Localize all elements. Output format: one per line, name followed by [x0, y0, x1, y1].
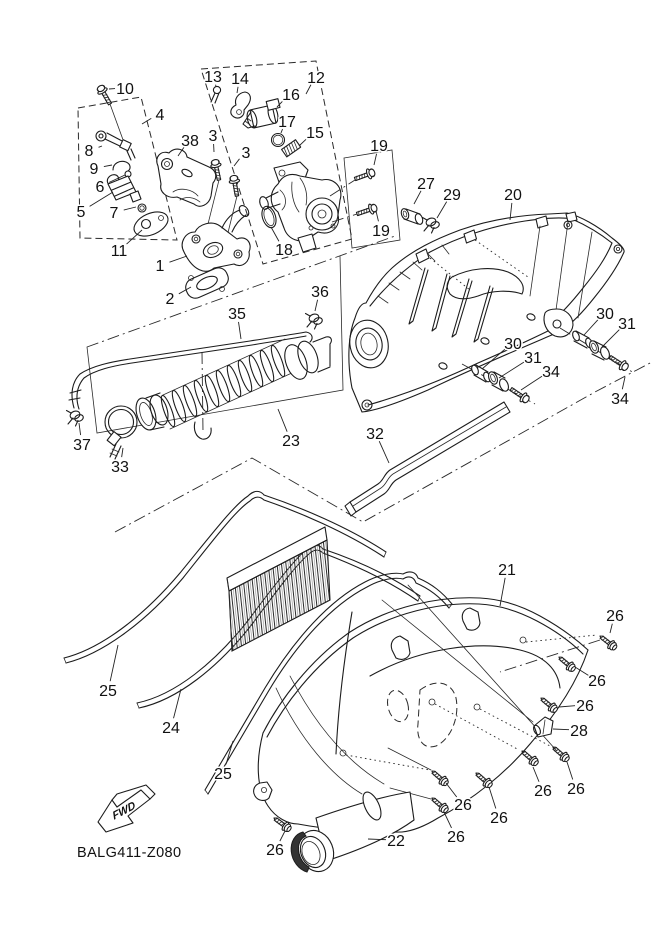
fwd-arrow-label: FWD — [111, 799, 137, 823]
callout-label-2: 2 — [165, 290, 175, 308]
cover-21-foot — [254, 782, 272, 800]
cover-21-inner-lines — [276, 676, 384, 794]
bolt-19b — [355, 202, 378, 219]
screw-26-3 — [538, 694, 560, 714]
screw1-axis-chain — [500, 640, 600, 672]
cover-21-hidden-oval — [384, 688, 412, 724]
diagram-code: BALG411-Z080 — [77, 845, 182, 861]
seal-25a-inner — [66, 497, 384, 663]
callout-label-26: 26 — [576, 697, 594, 715]
callout-label-29: 29 — [443, 186, 461, 204]
o-ring-7-inner — [140, 206, 144, 210]
callout-label-18: 18 — [275, 241, 293, 259]
callout-label-13: 13 — [204, 68, 222, 86]
seal-strip-32 — [345, 402, 510, 516]
callout-label-26: 26 — [567, 780, 585, 798]
screw-3b — [228, 175, 242, 197]
callout-label-27: 27 — [417, 175, 435, 193]
callout-label-11: 11 — [110, 242, 128, 260]
throttle-group-art — [208, 86, 378, 252]
callout-label-21: 21 — [498, 561, 516, 579]
callout-leader-26 — [575, 667, 588, 675]
throttle-body-art — [258, 162, 341, 252]
callout-leader-35 — [239, 322, 241, 339]
plate-11 — [130, 207, 171, 241]
callout-leader-26 — [280, 831, 285, 841]
callout-label-26: 26 — [534, 782, 552, 800]
callout-label-25: 25 — [99, 682, 117, 700]
screw-26-4 — [519, 747, 540, 767]
clamp-29 — [423, 217, 441, 233]
callout-leader-26 — [444, 812, 452, 828]
callout-leader-9 — [104, 165, 112, 167]
callout-label-23: 23 — [282, 432, 300, 450]
callout-leader-27 — [414, 191, 421, 204]
filter-element-pleats — [227, 527, 330, 651]
fuel-pipe-8 — [96, 131, 135, 160]
callout-label-17: 17 — [278, 113, 296, 131]
callout-leader-32 — [379, 441, 389, 463]
callout-label-31: 31 — [618, 315, 636, 333]
screw-26-2 — [556, 653, 578, 673]
callout-label-32: 32 — [366, 425, 384, 443]
callout-leader-26 — [559, 706, 575, 707]
callout-leader-19 — [376, 211, 378, 221]
callout-label-36: 36 — [311, 283, 329, 301]
seal-25a-outer — [64, 491, 386, 658]
callout-leader-18 — [271, 227, 279, 241]
cover-21-tab-b — [462, 608, 480, 630]
callout-label-3: 3 — [208, 127, 218, 145]
callout-label-26: 26 — [588, 672, 606, 690]
bolt-34a — [607, 353, 630, 373]
lever-14-hole — [237, 110, 242, 115]
callout-label-4: 4 — [155, 106, 165, 124]
intake-joint-1 — [182, 204, 251, 271]
callout-label-8: 8 — [84, 142, 94, 160]
callout-label-14: 14 — [231, 70, 249, 88]
callout-label-26: 26 — [266, 841, 284, 859]
manifold-group-art — [157, 149, 251, 301]
cover-21-seam — [336, 612, 352, 754]
callout-leader-1 — [169, 256, 187, 262]
duct-centerline — [202, 352, 203, 432]
clamp-36 — [306, 313, 324, 329]
callout-label-26: 26 — [490, 809, 508, 827]
screw-26-9 — [271, 814, 293, 834]
callout-leader-29 — [437, 202, 447, 218]
callout-leader-7 — [124, 207, 136, 210]
callout-label-24: 24 — [162, 719, 180, 737]
bolt-34b — [508, 385, 531, 405]
callout-label-30: 30 — [504, 335, 522, 353]
callout-leader-26 — [567, 762, 573, 779]
callout-label-37: 37 — [73, 436, 91, 454]
callout-label-34: 34 — [611, 390, 629, 408]
callout-label-31: 31 — [524, 349, 542, 367]
callout-label-38: 38 — [181, 132, 199, 150]
callout-label-6: 6 — [95, 178, 105, 196]
clamp-33 — [105, 406, 137, 459]
cover-21-tab-a — [391, 636, 410, 659]
callout-layer — [73, 69, 636, 859]
callout-label-28: 28 — [570, 722, 588, 740]
callout-leader-36 — [315, 300, 318, 311]
callout-leader-34 — [622, 377, 625, 389]
callout-label-26: 26 — [454, 796, 472, 814]
callout-label-15: 15 — [306, 124, 324, 142]
callout-leader-37 — [79, 423, 81, 435]
callout-label-16: 16 — [282, 86, 300, 104]
callout-leader-26 — [489, 787, 496, 808]
fwd-arrow — [98, 785, 155, 832]
callout-leader-28 — [553, 729, 569, 730]
spacer-27 — [400, 208, 424, 226]
injector-5 — [105, 172, 141, 202]
air-duct-23 — [132, 337, 331, 439]
bolt-19a — [353, 167, 376, 184]
callout-label-5: 5 — [76, 203, 86, 221]
callout-label-25: 25 — [214, 765, 232, 783]
clip-37 — [67, 410, 85, 426]
callout-label-22: 22 — [387, 832, 405, 850]
callout-leader-4 — [142, 118, 151, 124]
mount-set-right — [560, 328, 634, 373]
callout-leader-34 — [521, 376, 543, 390]
callout-leader-3 — [234, 159, 239, 166]
callout-leader-8 — [99, 146, 102, 147]
screw-13 — [211, 86, 221, 103]
callout-label-19: 19 — [372, 222, 390, 240]
callout-leader-26 — [446, 783, 457, 797]
screw-26-7 — [473, 769, 494, 789]
callout-label-34: 34 — [542, 363, 560, 381]
clip-9 — [113, 161, 130, 171]
callout-label-26: 26 — [447, 828, 465, 846]
callout-leader-19 — [374, 154, 377, 165]
callout-leader-11 — [127, 230, 142, 244]
callout-label-35: 35 — [228, 305, 246, 323]
mount-set-left — [462, 364, 535, 405]
callout-label-12: 12 — [307, 69, 325, 87]
callout-label-10: 10 — [116, 80, 134, 98]
callout-leader-26 — [610, 624, 612, 633]
hose-35-end-band — [69, 390, 81, 400]
cover-21-hidden-pocket — [418, 683, 457, 747]
callout-label-3: 3 — [241, 144, 251, 162]
cover-21-left-edge — [258, 733, 298, 824]
screw-26-8 — [429, 794, 450, 814]
callout-label-9: 9 — [89, 160, 99, 178]
callout-label-7: 7 — [109, 204, 119, 222]
screw-26-1 — [597, 632, 619, 652]
o-ring-18-inner — [262, 207, 276, 227]
callout-leader-31 — [499, 362, 524, 378]
o-ring-7 — [138, 204, 146, 212]
callout-label-1: 1 — [155, 257, 165, 275]
callout-leader-26 — [533, 767, 539, 782]
callout-leader-23 — [278, 409, 287, 432]
callout-label-30: 30 — [596, 305, 614, 323]
callout-label-33: 33 — [111, 458, 129, 476]
callout-leader-33 — [122, 448, 123, 457]
o-ring-17-inner — [273, 135, 283, 145]
callout-leader-24 — [174, 689, 181, 718]
callout-label-19: 19 — [370, 137, 388, 155]
fitting-28 — [532, 717, 553, 737]
callout-label-20: 20 — [504, 186, 522, 204]
callout-label-26: 26 — [606, 607, 624, 625]
callout-leader-25 — [110, 645, 118, 681]
